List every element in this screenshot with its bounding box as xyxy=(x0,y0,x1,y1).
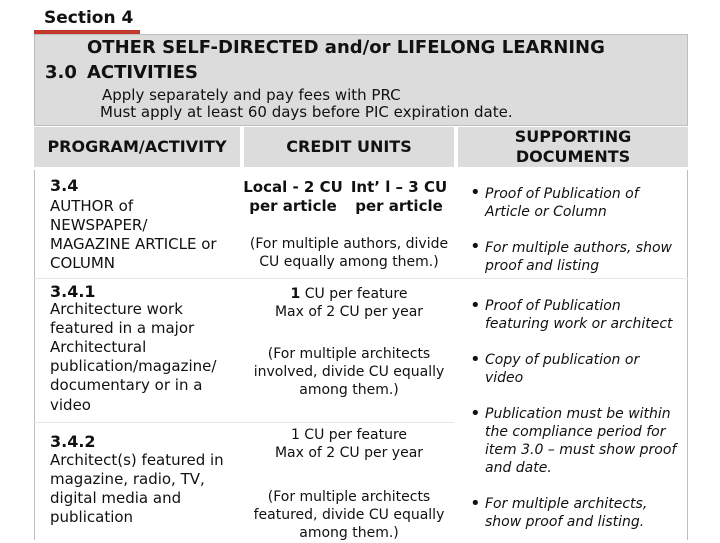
doc-line: For multiple authors, show xyxy=(485,240,672,256)
doc-line: Copy of publication or xyxy=(485,352,640,368)
credit-local-line2: per article xyxy=(249,197,337,215)
column-header-docs-line1: SUPPORTING xyxy=(514,127,632,146)
bullet-icon: • xyxy=(470,403,481,424)
program-line: publication xyxy=(50,508,134,526)
row-code: 3.4 xyxy=(50,176,79,195)
column-header-program-label: PROGRAM/ACTIVITY xyxy=(47,137,227,156)
program-line: MAGAZINE ARTICLE or xyxy=(50,235,217,253)
row-code: 3.4.2 xyxy=(50,432,96,451)
credit-line: 1 CU per feature xyxy=(290,427,408,443)
section-tab-label: Section 4 xyxy=(44,8,134,28)
program-line: video xyxy=(50,396,91,414)
doc-line: Proof of Publication of xyxy=(485,186,639,202)
credit-note-line: (For multiple architects xyxy=(267,489,431,505)
doc-line: Article or Column xyxy=(485,204,607,220)
column-header-program xyxy=(34,127,240,167)
program-line: publication/magazine/ xyxy=(50,357,217,375)
credit-note-line: featured, divide CU equally xyxy=(253,507,445,523)
column-header-docs-line2: DOCUMENTS xyxy=(515,147,631,166)
program-line: digital media and xyxy=(50,489,182,507)
row-divider xyxy=(34,278,688,279)
program-line: Architecture work xyxy=(50,300,183,318)
doc-line: Publication must be within xyxy=(485,406,671,422)
program-line: COLUMN xyxy=(50,254,116,272)
credit-intl-line2: per article xyxy=(355,197,443,215)
row-code: 3.4.1 xyxy=(50,282,96,301)
credit-intl-line1: Int’ l – 3 CU xyxy=(350,178,448,196)
doc-line: video xyxy=(485,370,524,386)
section-title-line1: OTHER SELF-DIRECTED and/or LIFELONG LEARNING xyxy=(87,37,605,58)
doc-line: show proof and listing. xyxy=(485,514,645,530)
bullet-icon: • xyxy=(470,182,481,203)
section-note-line1: Apply separately and pay fees with PRC xyxy=(102,86,401,104)
doc-line: item 3.0 – must show proof xyxy=(485,442,677,458)
credit-note-line: (For multiple architects xyxy=(267,346,431,362)
credit-note-line: among them.) xyxy=(299,382,399,398)
program-line: AUTHOR of xyxy=(50,197,134,215)
program-line: featured in a major xyxy=(50,319,195,337)
bullet-icon: • xyxy=(470,349,481,370)
column-header-credit xyxy=(244,127,454,167)
program-line: NEWSPAPER/ xyxy=(50,216,148,234)
credit-line: Max of 2 CU per year xyxy=(274,304,424,320)
program-line: documentary or in a xyxy=(50,376,203,394)
program-line: magazine, radio, TV, xyxy=(50,470,205,488)
program-line: Architectural xyxy=(50,338,147,356)
credit-amount: 1 xyxy=(290,286,301,302)
credit-line: Max of 2 CU per year xyxy=(274,445,424,461)
doc-line: For multiple architects, xyxy=(485,496,648,512)
section-title-line2: ACTIVITIES xyxy=(87,62,198,83)
section-number: 3.0 xyxy=(45,62,77,83)
column-header-credit-label: CREDIT UNITS xyxy=(286,137,412,156)
doc-line: and date. xyxy=(485,460,552,476)
credit-note-line: among them.) xyxy=(299,525,399,541)
column-header-docs xyxy=(458,127,688,167)
credit-unit-text: CU per feature xyxy=(304,286,408,302)
doc-line: featuring work or architect xyxy=(485,316,673,332)
doc-line: the compliance period for xyxy=(485,424,666,440)
credit-local-line1: Local - 2 CU xyxy=(243,178,343,196)
bullet-icon: • xyxy=(470,295,481,316)
row-divider xyxy=(34,422,454,423)
bullet-icon: • xyxy=(470,493,481,514)
program-line: Architect(s) featured in xyxy=(50,451,224,469)
bullet-icon: • xyxy=(470,236,481,257)
doc-line: proof and listing xyxy=(485,258,600,274)
credit-line xyxy=(244,285,454,304)
credit-note-line: CU equally among them.) xyxy=(259,254,439,270)
section-note-line2: Must apply at least 60 days before PIC expiration date. xyxy=(100,103,513,121)
credit-note-line: involved, divide CU equally xyxy=(253,364,445,380)
doc-line: Proof of Publication xyxy=(485,298,621,314)
credit-note-line: (For multiple authors, divide xyxy=(249,236,449,252)
